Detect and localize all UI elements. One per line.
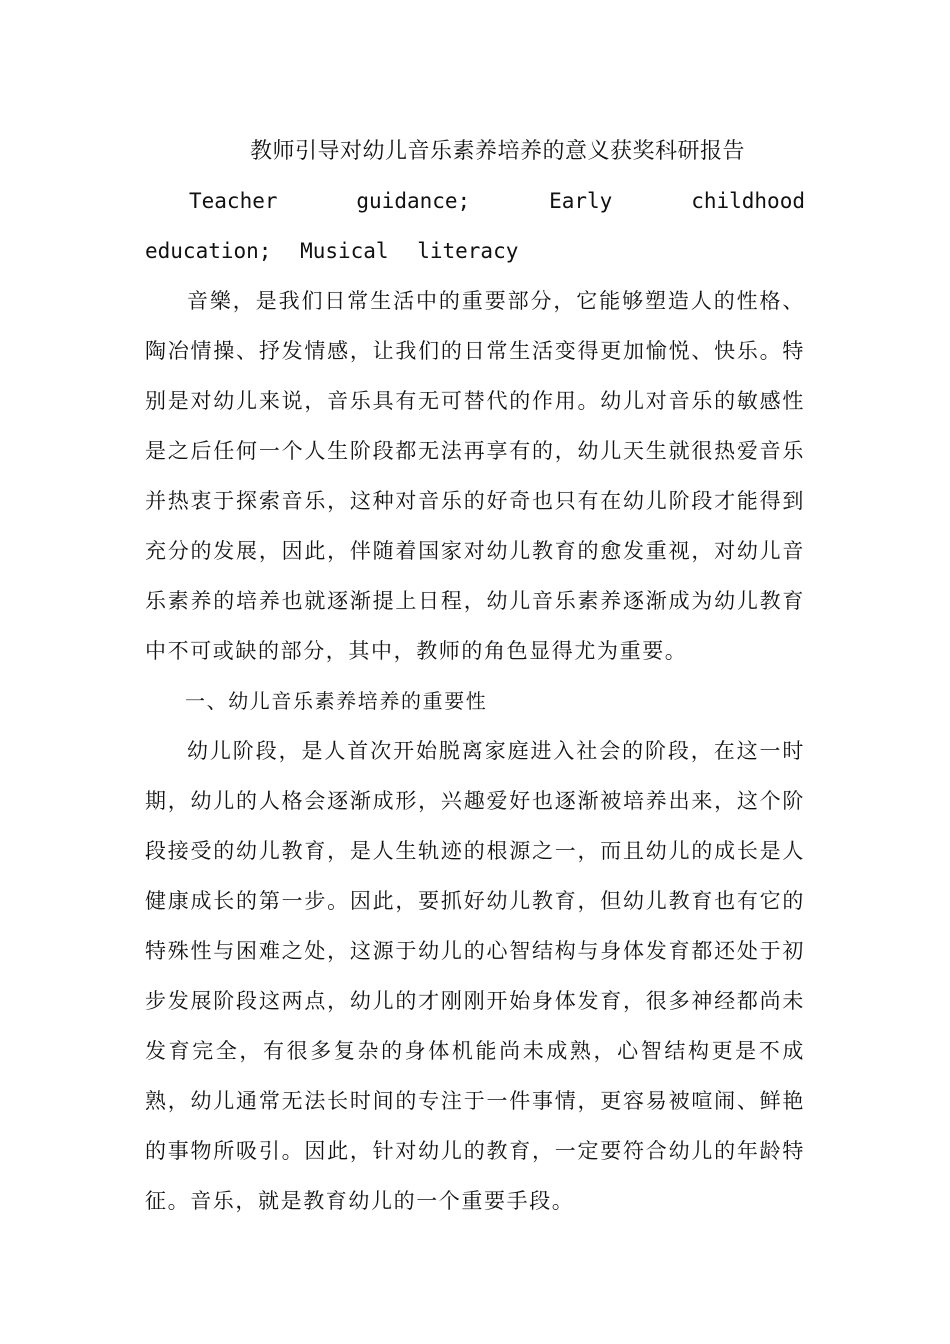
section-paragraph: 幼儿阶段，是人首次开始脱离家庭进入社会的阶段，在这一时期，幼儿的人格会逐渐成形，兴趣爱好也逐渐被培养出来，这个阶段接受的幼儿教育，是人生轨迹的根源之一，而且幼儿的成长是人健康成长的第一步。因此，要抓好幼儿教育，但幼儿教育也有它的特殊性与困难之处，这源于幼儿的心智结构与身体发育都还处于初步发展阶段这两点，幼儿的才刚刚开始身体发育，很多神经都尚未发育完全，有很多复杂的身体机能尚未成熟，心智结构更是不成熟，幼儿通常无法长时间的专注于一件事情，更容易被喧闹、鲜艳的事物所吸引。因此，针对幼儿的教育，一定要符合幼儿的年龄特征。音乐，就是教育幼儿的一个重要手段。 <box>145 739 805 1213</box>
section-heading: 一、幼儿音乐素养培养的重要性 <box>185 689 488 713</box>
intro-paragraph: 音樂，是我们日常生活中的重要部分，它能够塑造人的性格、陶冶情操、抒发情感，让我们的日常生活变得更加愉悦、快乐。特别是对幼儿来说，音乐具有无可替代的作用。幼儿对音乐的敏感性是之后任何一个人生阶段都无法再享有的，幼儿天生就很热爱音乐并热衷于探索音乐，这种对音乐的好奇也只有在幼儿阶段才能得到充分的发展，因此，伴随着国家对幼儿教育的愈发重视，对幼儿音乐素养的培养也就逐渐提上日程，幼儿音乐素养逐渐成为幼儿教育中不可或缺的部分，其中，教师的角色显得尤为重要。 <box>145 289 805 663</box>
keywords-line: Teacher guidance; Early childhood education; Musical literacy <box>145 189 805 263</box>
document-body <box>145 176 805 1226</box>
document-title: 教师引导对幼儿音乐素养培养的意义获奖科研报告 <box>249 139 745 164</box>
